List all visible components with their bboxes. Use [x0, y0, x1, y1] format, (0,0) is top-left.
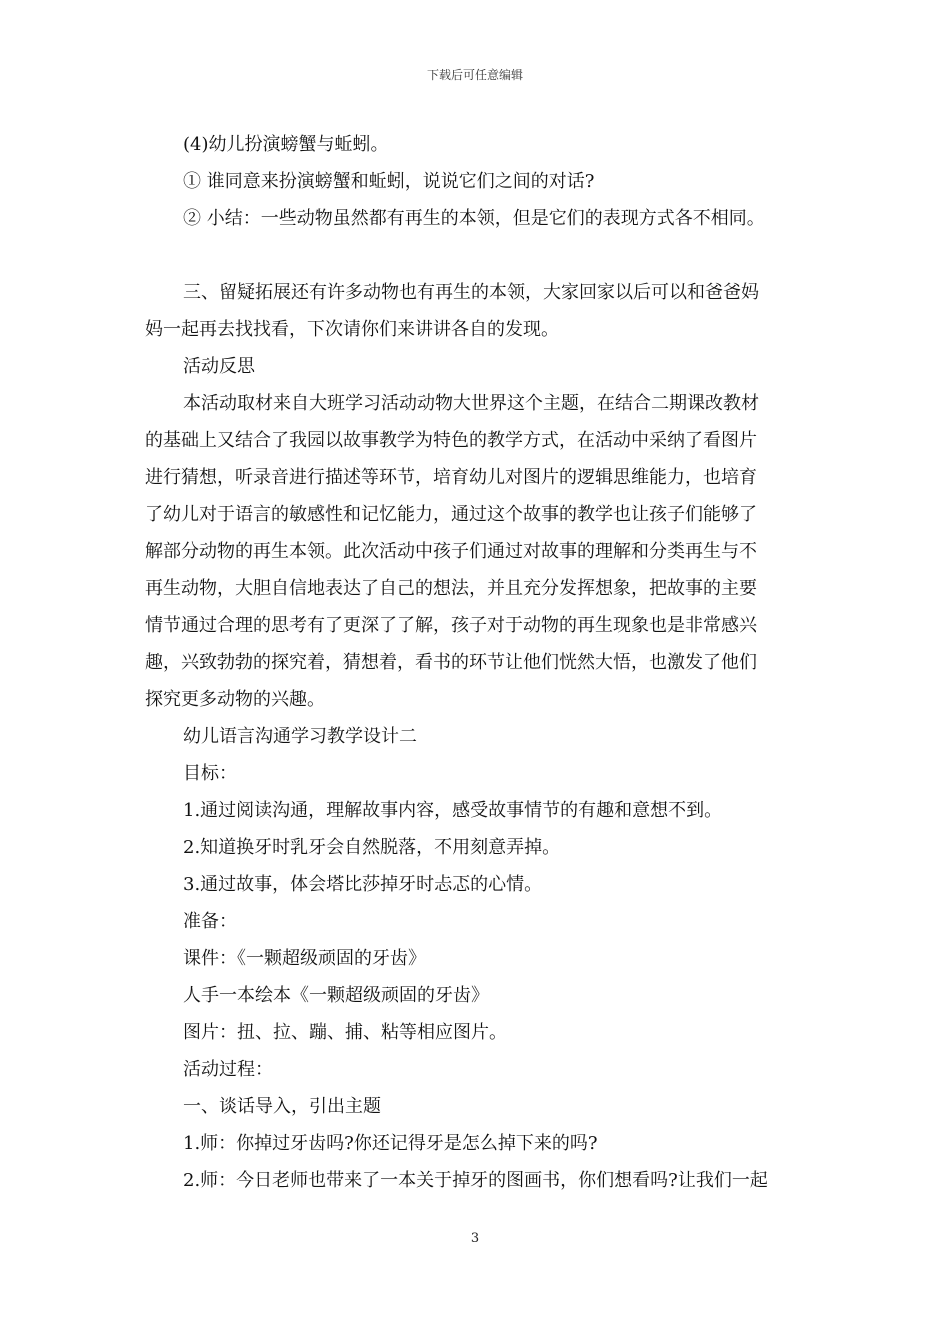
- paragraph-line: 3.通过故事，体会塔比莎掉牙时忐忑的心情。: [183, 874, 543, 895]
- section-heading: 幼儿语言沟通学习教学设计二: [183, 726, 417, 747]
- paragraph-line: 活动过程：: [183, 1059, 273, 1080]
- paragraph-line: ① 谁同意来扮演螃蟹和蚯蚓，说说它们之间的对话?: [183, 171, 595, 192]
- paragraph-line: 2.师：今日老师也带来了一本关于掉牙的图画书，你们想看吗?让我们一起: [183, 1170, 768, 1191]
- paragraph-line: 解部分动物的再生本领。此次活动中孩子们通过对故事的理解和分类再生与不: [145, 541, 757, 562]
- paragraph-line: 图片：扭、拉、蹦、捕、粘等相应图片。: [183, 1022, 507, 1043]
- paragraph-line: 人手一本绘本《一颗超级顽固的牙齿》: [183, 985, 489, 1006]
- page-header: 下载后可任意编辑: [426, 68, 523, 82]
- section-heading: 活动反思: [183, 356, 255, 377]
- paragraph-line: 2.知道换牙时乳牙会自然脱落，不用刻意弄掉。: [183, 837, 561, 858]
- paragraph-line: 1.师：你掉过牙齿吗?你还记得牙是怎么掉下来的吗?: [183, 1133, 598, 1154]
- paragraph-line: 课件：《一颗超级顽固的牙齿》: [183, 948, 426, 969]
- paragraph-line: 一、谈话导入，引出主题: [183, 1096, 381, 1117]
- paragraph-line: 再生动物，大胆自信地表达了自己的想法，并且充分发挥想象，把故事的主要: [145, 578, 757, 599]
- paragraph-line: (4)幼儿扮演螃蟹与蚯蚓。: [183, 134, 389, 155]
- blank-line: [145, 237, 813, 274]
- paragraph-line: 了幼儿对于语言的敏感性和记忆能力，通过这个故事的教学也让孩子们能够了: [145, 504, 757, 525]
- page-number: 3: [470, 1231, 480, 1246]
- page-body: [145, 126, 813, 1199]
- paragraph-line: 本活动取材来自大班学习活动动物大世界这个主题，在结合二期课改教材: [183, 393, 759, 414]
- paragraph-line: 准备：: [183, 911, 237, 932]
- paragraph-line: 妈一起再去找找看，下次请你们来讲讲各自的发现。: [145, 319, 559, 340]
- paragraph-line: 趣，兴致勃勃的探究着，猜想着，看书的环节让他们恍然大悟，也激发了他们: [145, 652, 757, 673]
- paragraph-line: 进行猜想，听录音进行描述等环节，培育幼儿对图片的逻辑思维能力，也培育: [145, 467, 757, 488]
- paragraph-line: 三、留疑拓展还有许多动物也有再生的本领，大家回家以后可以和爸爸妈: [183, 282, 759, 303]
- paragraph-line: 目标：: [183, 763, 237, 784]
- paragraph-line: 1.通过阅读沟通，理解故事内容，感受故事情节的有趣和意想不到。: [183, 800, 723, 821]
- paragraph-line: 的基础上又结合了我园以故事教学为特色的教学方式，在活动中采纳了看图片: [145, 430, 757, 451]
- paragraph-line: 探究更多动物的兴趣。: [145, 689, 325, 710]
- paragraph-line: 情节通过合理的思考有了更深了了解，孩子对于动物的再生现象也是非常感兴: [145, 615, 757, 636]
- paragraph-line: ② 小结：一些动物虽然都有再生的本领，但是它们的表现方式各不相同。: [183, 208, 765, 229]
